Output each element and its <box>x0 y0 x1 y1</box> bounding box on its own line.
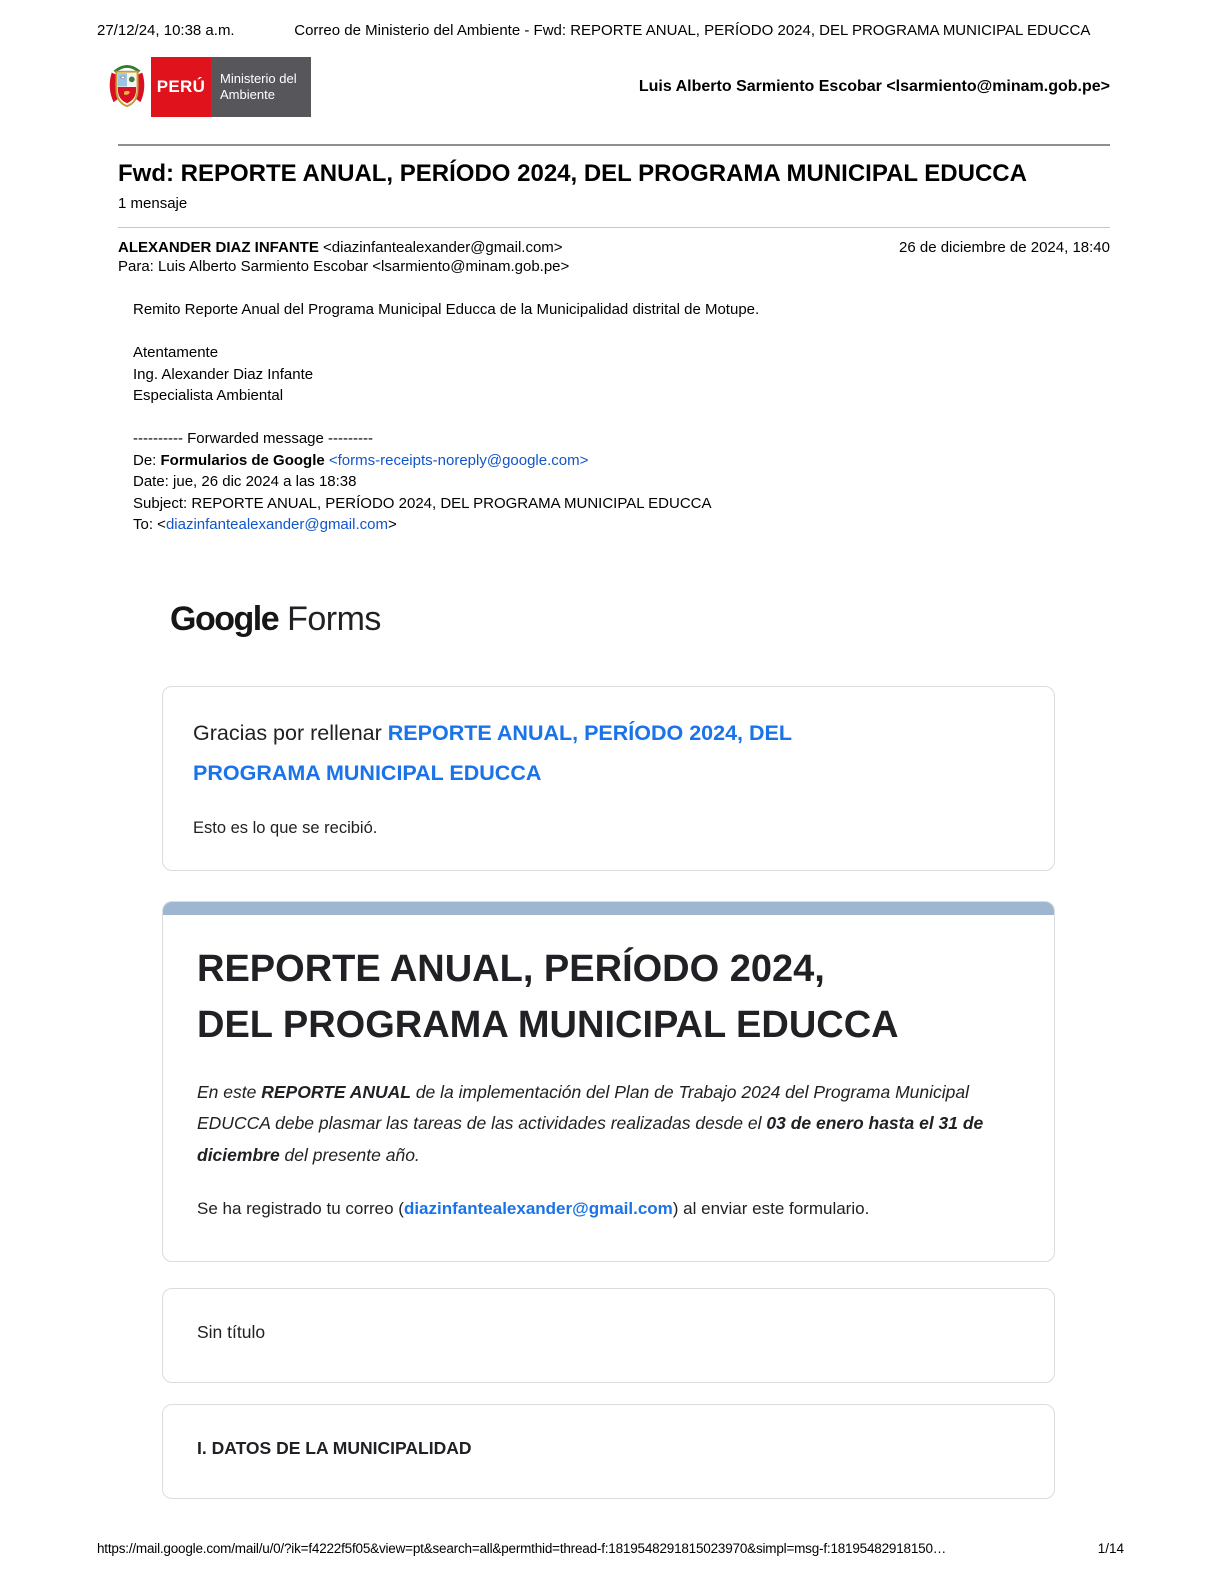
logo-ministry-label: Ministerio del Ambiente <box>211 57 311 117</box>
email-body <box>133 299 1110 536</box>
received-note: Esto es lo que se recibió. <box>193 818 378 837</box>
forwarded-to-email-link[interactable]: diazinfantealexander@gmail.com <box>165 516 388 533</box>
signature-line: Ing. Alexander Diaz Infante <box>133 365 314 383</box>
thanks-prefix: Gracias por rellenar <box>193 720 388 745</box>
email-content <box>118 160 1110 1499</box>
sender-name: ALEXANDER DIAZ INFANTE <box>118 239 319 256</box>
desc-segment: del presente año. <box>279 1144 420 1165</box>
untitled-card <box>162 1288 1055 1383</box>
message-sender <box>118 239 563 256</box>
untitled-label: Sin título <box>197 1322 266 1342</box>
registered-email-link[interactable]: diazinfantealexander@gmail.com <box>403 1199 673 1218</box>
form-title-link[interactable]: REPORTE ANUAL, PERÍODO 2024, DEL PROGRAMA MUNICIPAL EDUCCA <box>193 720 792 785</box>
form-title <box>197 941 1020 1053</box>
message-date: 26 de diciembre de 2024, 18:40 <box>899 239 1110 256</box>
sender-email: <diazinfantealexander@gmail.com> <box>318 239 563 256</box>
footer-page-number: 1/14 <box>1097 1541 1124 1556</box>
message-header <box>118 239 1110 256</box>
forwarded-from-label: De: <box>133 451 161 469</box>
minam-logo <box>103 57 311 117</box>
signature-line: Especialista Ambiental <box>133 387 284 404</box>
account-owner: Luis Alberto Sarmiento Escobar <lsarmiento@minam.gob.pe> <box>638 78 1110 95</box>
thanks-line <box>193 713 863 793</box>
form-card-topbar <box>163 902 1054 915</box>
blank-line <box>133 321 1110 343</box>
forwarded-from <box>133 450 1110 472</box>
print-footer <box>97 1541 1124 1556</box>
google-wordmark: Google <box>170 599 279 638</box>
forwarded-date: Date: jue, 26 dic 2024 a las 18:38 <box>133 473 357 490</box>
thread-subject: Fwd: REPORTE ANUAL, PERÍODO 2024, DEL PROGRAMA MUNICIPAL EDUCCA <box>118 160 1027 187</box>
body-paragraph: Remito Reporte Anual del Programa Municipal Educca de la Municipalidad distrital de Motupe. <box>133 301 760 318</box>
forms-cards <box>162 686 1055 1500</box>
registered-suffix: ) al enviar este formulario. <box>672 1199 870 1218</box>
desc-bold: REPORTE ANUAL <box>261 1081 411 1102</box>
forwarded-from-email-link[interactable]: <forms-receipts-noreply@google.com> <box>324 451 589 469</box>
masthead <box>103 57 1110 117</box>
message-recipient: Para: Luis Alberto Sarmiento Escobar <lsarmiento@minam.gob.pe> <box>118 258 570 275</box>
forwarded-to <box>133 514 1110 536</box>
print-date: 27/12/24, 10:38 a.m. <box>97 22 235 39</box>
footer-url: https://mail.google.com/mail/u/0/?ik=f4222f5f05&view=pt&search=all&permthid=thread-f:1819548291815023970&simpl=msg-f:18195482918150… <box>97 1541 947 1556</box>
form-card <box>162 901 1055 1263</box>
logo-peru-label: PERÚ <box>151 57 211 117</box>
blank-line <box>133 407 1110 429</box>
signature-line: Atentamente <box>133 344 219 361</box>
receipt-card <box>162 686 1055 871</box>
form-title-line1: REPORTE ANUAL, PERÍODO 2024, <box>197 947 825 990</box>
thread-divider <box>118 227 1110 228</box>
message-count: 1 mensaje <box>118 195 188 212</box>
registered-prefix: Se ha registrado tu correo ( <box>197 1199 404 1218</box>
desc-segment: En este <box>197 1081 262 1102</box>
print-title: Correo de Ministerio del Ambiente - Fwd: REPORTE ANUAL, PERÍODO 2024, DEL PROGRAMA MUNICIPAL EDUCCA <box>294 22 1091 39</box>
forwarded-to-label: To: < <box>133 516 166 533</box>
form-description <box>197 1077 1020 1172</box>
google-forms-logo <box>170 600 1110 639</box>
form-card-body <box>163 915 1054 1262</box>
masthead-divider <box>118 144 1110 146</box>
peru-coat-of-arms-icon <box>103 57 151 117</box>
section-label: I. DATOS DE LA MUNICIPALIDAD <box>197 1438 472 1458</box>
desc-bold: 03 de enero hasta el 31 de diciembre <box>197 1113 984 1165</box>
forwarded-divider: ---------- Forwarded message --------- <box>133 430 373 447</box>
registered-line <box>197 1199 1020 1219</box>
desc-segment: de la implementación del Plan de Trabajo 2024 del Programa Municipal EDUCCA debe plasmar las tareas de las actividades realizadas desde el <box>197 1081 970 1133</box>
forwarded-from-name: Formularios de Google <box>160 451 325 469</box>
print-header <box>97 22 1110 39</box>
section-card <box>162 1404 1055 1499</box>
form-title-line2: DEL PROGRAMA MUNICIPAL EDUCCA <box>197 1003 899 1046</box>
forwarded-to-bracket: > <box>387 516 397 533</box>
forms-wordmark: Forms <box>287 599 381 638</box>
forwarded-subject: Subject: REPORTE ANUAL, PERÍODO 2024, DEL PROGRAMA MUNICIPAL EDUCCA <box>133 494 712 512</box>
